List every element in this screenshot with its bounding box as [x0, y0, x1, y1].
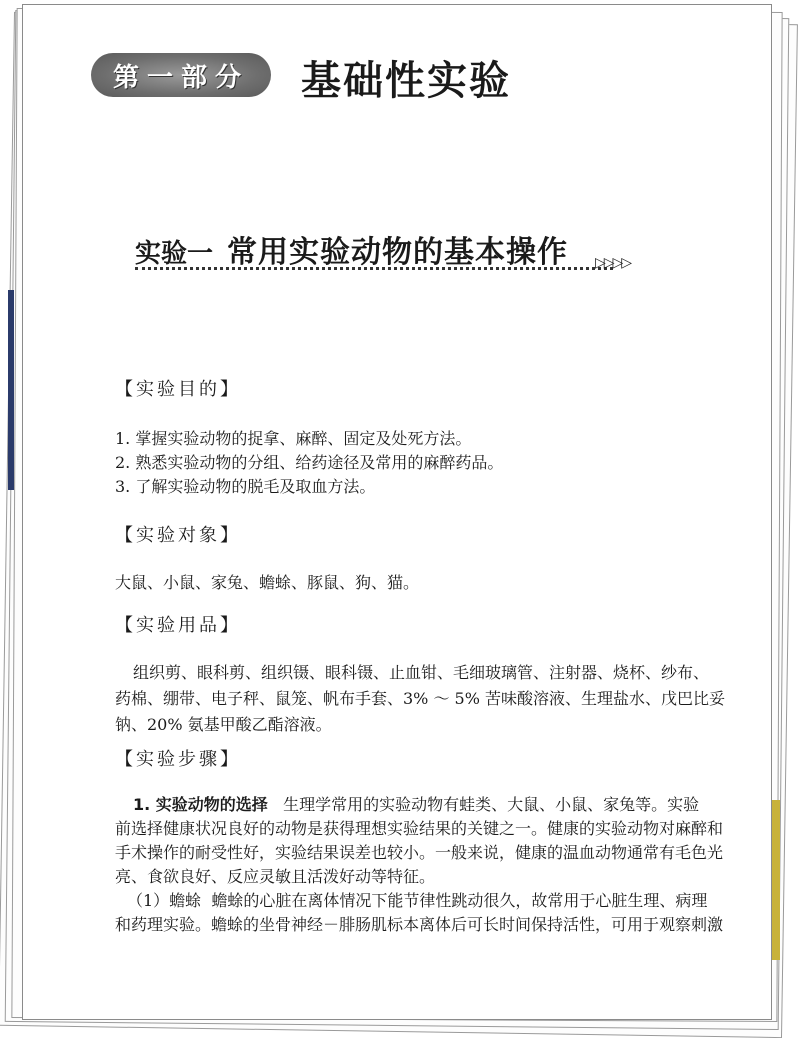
- supplies-line: 组织剪、眼科剪、组织镊、眼科镊、止血钳、毛细玻璃管、注射器、烧杯、纱布、: [133, 663, 710, 682]
- part-title: 基础性实验: [301, 58, 511, 104]
- title-dotted-underline: [135, 267, 613, 270]
- section-heading-purpose: 【实验目的】: [115, 379, 241, 400]
- step-subtitle: （1）蟾蜍: [127, 891, 202, 910]
- steps-paragraph-line: [133, 793, 699, 817]
- steps-paragraph-line: 亮、食欲良好、反应灵敏且活泼好动等特征。: [115, 867, 436, 886]
- experiment-name: 常用实验动物的基本操作: [227, 235, 569, 270]
- section-heading-steps: 【实验步骤】: [115, 749, 241, 770]
- section-heading-subjects: 【实验对象】: [115, 525, 241, 546]
- cover-edge-strip: [772, 800, 780, 960]
- steps-paragraph-line: 和药理实验。蟾蜍的坐骨神经－腓肠肌标本离体后可长时间保持活性，可用于观察刺激: [115, 915, 724, 934]
- subjects-text: 大鼠、小鼠、家兔、蟾蜍、豚鼠、狗、猫。: [115, 573, 420, 592]
- step-text: 生理学常用的实验动物有蛙类、大鼠、小鼠、家兔等。实验: [283, 795, 700, 814]
- purpose-item: 2. 熟悉实验动物的分组、给药途径及常用的麻醉药品。: [115, 453, 504, 472]
- experiment-title: [135, 227, 615, 271]
- cover-edge-strip: [8, 290, 14, 490]
- steps-paragraph-line: 手术操作的耐受性好，实验结果误差也较小。一般来说，健康的温血动物通常有毛色光: [115, 843, 724, 862]
- purpose-item: 1. 掌握实验动物的捉拿、麻醉、固定及处死方法。: [115, 429, 472, 448]
- document-page: [22, 4, 772, 1020]
- supplies-line: 药棉、绷带、电子秤、鼠笼、帆布手套、3% ～ 5% 苦味酸溶液、生理盐水、戊巴比妥: [115, 689, 726, 708]
- experiment-number: 实验一: [135, 239, 214, 269]
- triangle-arrows-icon: ▷▷▷▷: [595, 255, 631, 271]
- purpose-item: 3. 了解实验动物的脱毛及取血方法。: [115, 477, 376, 496]
- part-badge: [91, 53, 271, 97]
- section-heading-supplies: 【实验用品】: [115, 615, 241, 636]
- steps-paragraph-line: [127, 889, 707, 913]
- part-badge-label: 第一部分: [112, 62, 249, 93]
- steps-paragraph-line: 前选择健康状况良好的动物是获得理想实验结果的关键之一。健康的实验动物对麻醉和: [115, 819, 724, 838]
- supplies-line: 钠、20% 氨基甲酸乙酯溶液。: [115, 715, 332, 734]
- step-title: 1. 实验动物的选择: [133, 795, 268, 814]
- step-text: 蟾蜍的心脏在离体情况下能节律性跳动很久，故常用于心脏生理、病理: [211, 891, 708, 910]
